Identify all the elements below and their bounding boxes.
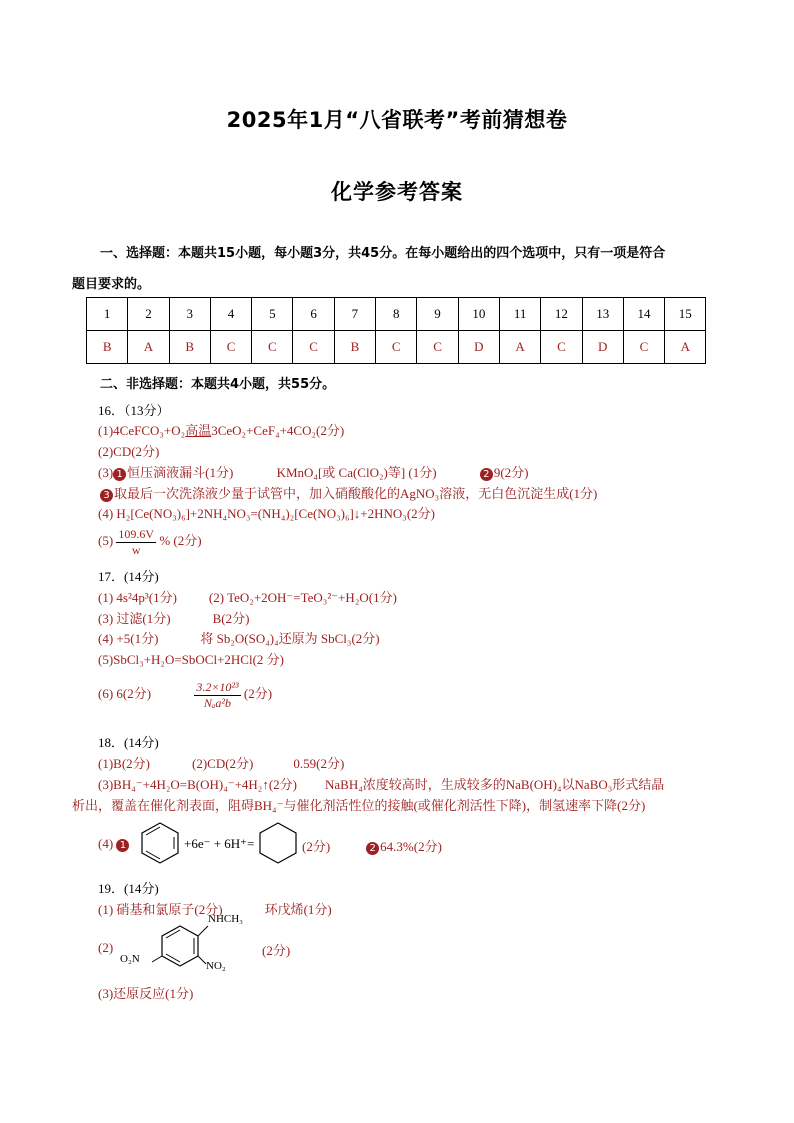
- q19-line1: (1) 硝基和氯原子(2分) 环戊烯(1分): [98, 902, 332, 917]
- question-number-cell: 13: [582, 298, 623, 331]
- answer-cell: C: [293, 331, 334, 364]
- q19-nhch3-label: NHCH₃: [208, 913, 244, 925]
- q19-o2n-label: O₂N: [120, 953, 140, 965]
- answer-cell: B: [87, 331, 128, 364]
- q16-line3: (3) 1 恒压滴液漏斗(1分) KMnO₄[或 Ca(ClO₂)等] (1分) 2 9(2分): [98, 465, 529, 480]
- q16-line4: 3 取最后一次洗涤液少量于试管中，加入硝酸酸化的AgNO₃溶液，无白色沉淀生成(1分): [100, 483, 597, 502]
- answer-cell: C: [376, 331, 417, 364]
- question-number-cell: 14: [623, 298, 664, 331]
- circled-number-3: 3: [100, 489, 113, 502]
- question-number-cell: 2: [128, 298, 169, 331]
- answer-table-numbers: [87, 298, 706, 331]
- q17-line3: (4) +5(1分) 将 Sb₂O(SO₄)₄还原为 SbCl₃(2分): [98, 631, 380, 646]
- question-number-cell: 7: [334, 298, 375, 331]
- circled-number-1: 1: [116, 839, 129, 852]
- q18-line4: (4) 1: [98, 836, 130, 852]
- q17-line2: (3) 过滤(1分) B(2分): [98, 611, 250, 626]
- question-number-cell: 5: [252, 298, 293, 331]
- circled-number-2: 2: [366, 842, 379, 855]
- q17-line6: (6) 6(2分) $\frac{\text{3.2×10²³}}{\text{Nₐa²b}}$ (2分): [98, 680, 273, 710]
- answer-table-answers: [87, 331, 706, 364]
- q17-line4: (5)SbCl₃+H₂O=SbOCl+2HCl(2 分): [98, 652, 284, 667]
- q17-line1: (1) 4s²4p³(1分) (2) TeO₂+2OH⁻=TeO₃²⁻+H₂O(1分): [98, 590, 397, 605]
- answer-cell: A: [128, 331, 169, 364]
- answer-cell: D: [582, 331, 623, 364]
- q17-heading: 17．(14分): [98, 569, 159, 584]
- q19-line3: (3)还原反应(1分): [98, 986, 194, 1001]
- question-number-cell: 6: [293, 298, 334, 331]
- section1-line1: 一、选择题：本题共15小题，每小题3分，共45分。在每小题给出的四个选项中，只有一项是符合: [100, 246, 666, 261]
- question-number-cell: 15: [665, 298, 706, 331]
- q16-eq-right: 3CeO₂+CeF₄+4CO₂(2分): [211, 423, 345, 438]
- answer-cell: C: [541, 331, 582, 364]
- cyclohexane-ring: [260, 823, 296, 863]
- q16-line5: (4) H₂[Ce(NO₃)₆]+2NH₄NO₃=(NH₄)₂[Ce(NO₃)₆]↓+2HNO₃(2分): [98, 506, 435, 521]
- question-number-cell: 3: [169, 298, 210, 331]
- q17-fraction: $\frac{\text{3.2×10²³}}{\text{Nₐa²b}}$: [196, 680, 239, 710]
- benzene-ring: [142, 823, 178, 863]
- answer-cell: C: [417, 331, 458, 364]
- answer-cell: B: [169, 331, 210, 364]
- answer-cell: C: [210, 331, 251, 364]
- question-number-cell: 8: [376, 298, 417, 331]
- question-number-cell: 10: [458, 298, 499, 331]
- question-number-cell: 12: [541, 298, 582, 331]
- answer-table: [86, 297, 706, 364]
- q16-heading: 16．（13分）: [98, 403, 170, 418]
- q19-line2-score: (2分): [262, 943, 291, 958]
- q18-line1: (1)B(2分) (2)CD(2分) 0.59(2分): [98, 756, 345, 771]
- q19-heading: 19．(14分): [98, 881, 159, 896]
- question-number-cell: 4: [210, 298, 251, 331]
- section2-heading: 二、非选择题：本题共4小题，共55分。: [100, 377, 336, 392]
- answer-cell: C: [252, 331, 293, 364]
- q18-line2: (3)BH₄⁻+4H₂O=B(OH)₄⁻+4H₂↑(2分) NaBH₄浓度较高时，生成较多的NaB(OH)₄以NaBO₃形式结晶: [98, 777, 665, 792]
- page-subtitle: 化学参考答案: [331, 180, 463, 204]
- answer-cell: A: [665, 331, 706, 364]
- answer-cell: A: [499, 331, 540, 364]
- q19-line2-label: (2): [98, 940, 114, 955]
- answer-cell: B: [334, 331, 375, 364]
- q18-heading: 18．(14分): [98, 735, 159, 750]
- section1-line2: 题目要求的。: [72, 277, 151, 292]
- page-title: 2025年1月“八省联考”考前猜想卷: [226, 108, 568, 132]
- q16-line1: [98, 420, 344, 439]
- q16-line2: (2)CD(2分): [98, 444, 160, 459]
- q16-fraction: $\frac{109.6V}{w}$: [118, 527, 155, 557]
- q18-line3: 析出，覆盖在催化剂表面，阻碍BH₄⁻与催化剂活性位的接触(或催化剂活性下降)，制氢速率下降(2分): [72, 798, 646, 813]
- question-number-cell: 11: [499, 298, 540, 331]
- answer-cell: C: [623, 331, 664, 364]
- circled-number-2: 2: [480, 468, 493, 481]
- q16-line6: (5) $\frac{109.6V}{w}$ % (2分): [98, 527, 202, 557]
- answer-cell: D: [458, 331, 499, 364]
- circled-number-1: 1: [113, 468, 126, 481]
- question-number-cell: 9: [417, 298, 458, 331]
- question-number-cell: 1: [87, 298, 128, 331]
- q16-eq-condition: 高温: [185, 423, 212, 438]
- q16-eq-left: (1)4CeFCO₃+O₂: [98, 423, 186, 438]
- q19-no2-label: NO₂: [206, 960, 226, 972]
- q18-line4-b: (2分) 2 64.3%(2分): [302, 839, 442, 854]
- q18-equation-mid: +6e⁻ + 6H⁺=: [184, 836, 255, 851]
